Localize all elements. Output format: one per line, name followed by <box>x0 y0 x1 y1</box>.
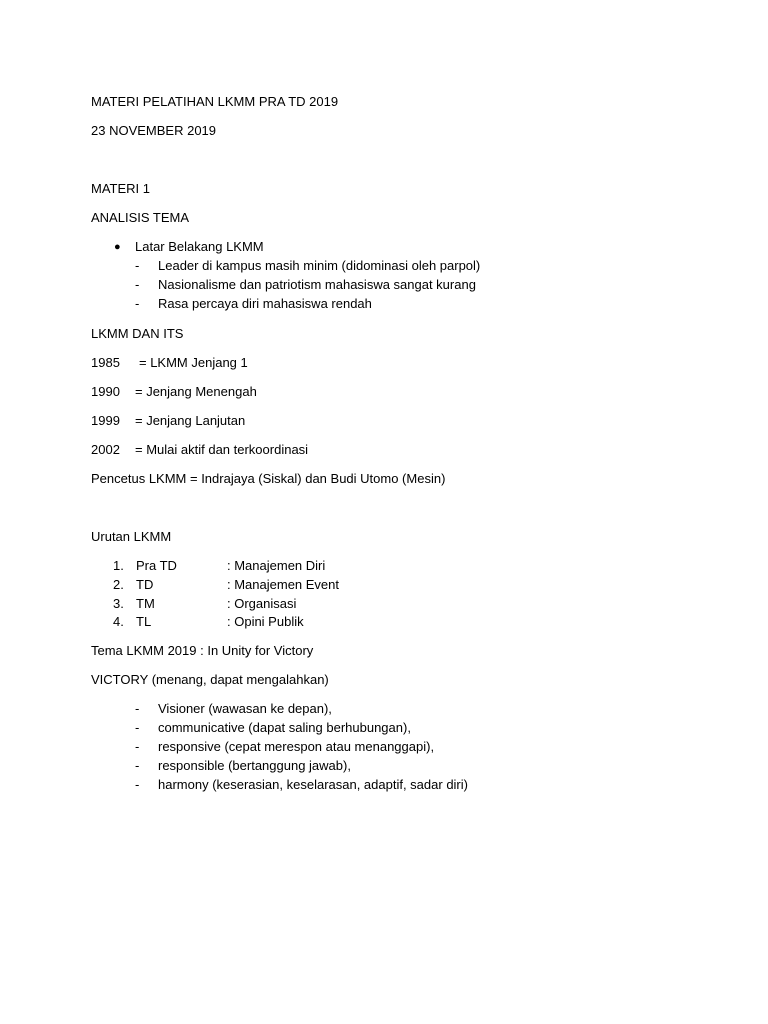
victory-point: responsive (cepat merespon atau menanggapi), <box>158 739 435 754</box>
history-text: = Jenjang Lanjutan <box>135 413 246 428</box>
urutan-desc: : Opini Publik <box>227 614 304 629</box>
latar-point: Leader di kampus masih minim (didominasi oleh parpol) <box>158 258 481 273</box>
dash-icon: - <box>135 777 140 792</box>
bullet-icon: ● <box>114 241 121 253</box>
urutan-level: TL <box>136 614 152 629</box>
history-year: 1985 <box>91 355 120 370</box>
pencetus-text: Pencetus LKMM = Indrajaya (Siskal) dan Budi Utomo (Mesin) <box>91 471 446 486</box>
victory-point: communicative (dapat saling berhubungan), <box>158 720 411 735</box>
document-date: 23 NOVEMBER 2019 <box>91 123 217 138</box>
urutan-level: Pra TD <box>136 558 177 573</box>
list-number: 1. <box>113 558 124 573</box>
dash-icon: - <box>135 258 140 273</box>
victory-point: Visioner (wawasan ke depan), <box>158 701 332 716</box>
dash-icon: - <box>135 720 140 735</box>
dash-icon: - <box>135 758 140 773</box>
list-number: 4. <box>113 614 124 629</box>
latar-point: Rasa percaya diri mahasiswa rendah <box>158 296 372 311</box>
urutan-desc: : Organisasi <box>227 596 297 611</box>
document-title: MATERI PELATIHAN LKMM PRA TD 2019 <box>91 94 339 109</box>
tema-text: Tema LKMM 2019 : In Unity for Victory <box>91 643 314 658</box>
dash-icon: - <box>135 296 140 311</box>
history-text: = Jenjang Menengah <box>135 384 257 399</box>
dash-icon: - <box>135 701 140 716</box>
urutan-desc: : Manajemen Diri <box>227 558 326 573</box>
history-year: 2002 <box>91 442 120 457</box>
urutan-level: TM <box>136 596 155 611</box>
urutan-level: TD <box>136 577 154 592</box>
list-number: 3. <box>113 596 124 611</box>
urutan-desc: : Manajemen Event <box>227 577 340 592</box>
section-lkmm-its: LKMM DAN ITS <box>91 326 184 341</box>
victory-point: harmony (keserasian, keselarasan, adaptif, sadar diri) <box>158 777 468 792</box>
section-analisis-tema: ANALISIS TEMA <box>91 210 190 225</box>
dash-icon: - <box>135 739 140 754</box>
section-materi: MATERI 1 <box>91 181 150 196</box>
list-number: 2. <box>113 577 124 592</box>
dash-icon: - <box>135 277 140 292</box>
history-text: = LKMM Jenjang 1 <box>139 355 248 370</box>
victory-text: VICTORY (menang, dapat mengalahkan) <box>91 672 329 687</box>
history-year: 1990 <box>91 384 120 399</box>
latar-belakang-label: Latar Belakang LKMM <box>135 239 264 254</box>
section-urutan: Urutan LKMM <box>91 529 172 544</box>
history-text: = Mulai aktif dan terkoordinasi <box>135 442 309 457</box>
victory-point: responsible (bertanggung jawab), <box>158 758 351 773</box>
history-year: 1999 <box>91 413 120 428</box>
latar-point: Nasionalisme dan patriotism mahasiswa sangat kurang <box>158 277 476 292</box>
